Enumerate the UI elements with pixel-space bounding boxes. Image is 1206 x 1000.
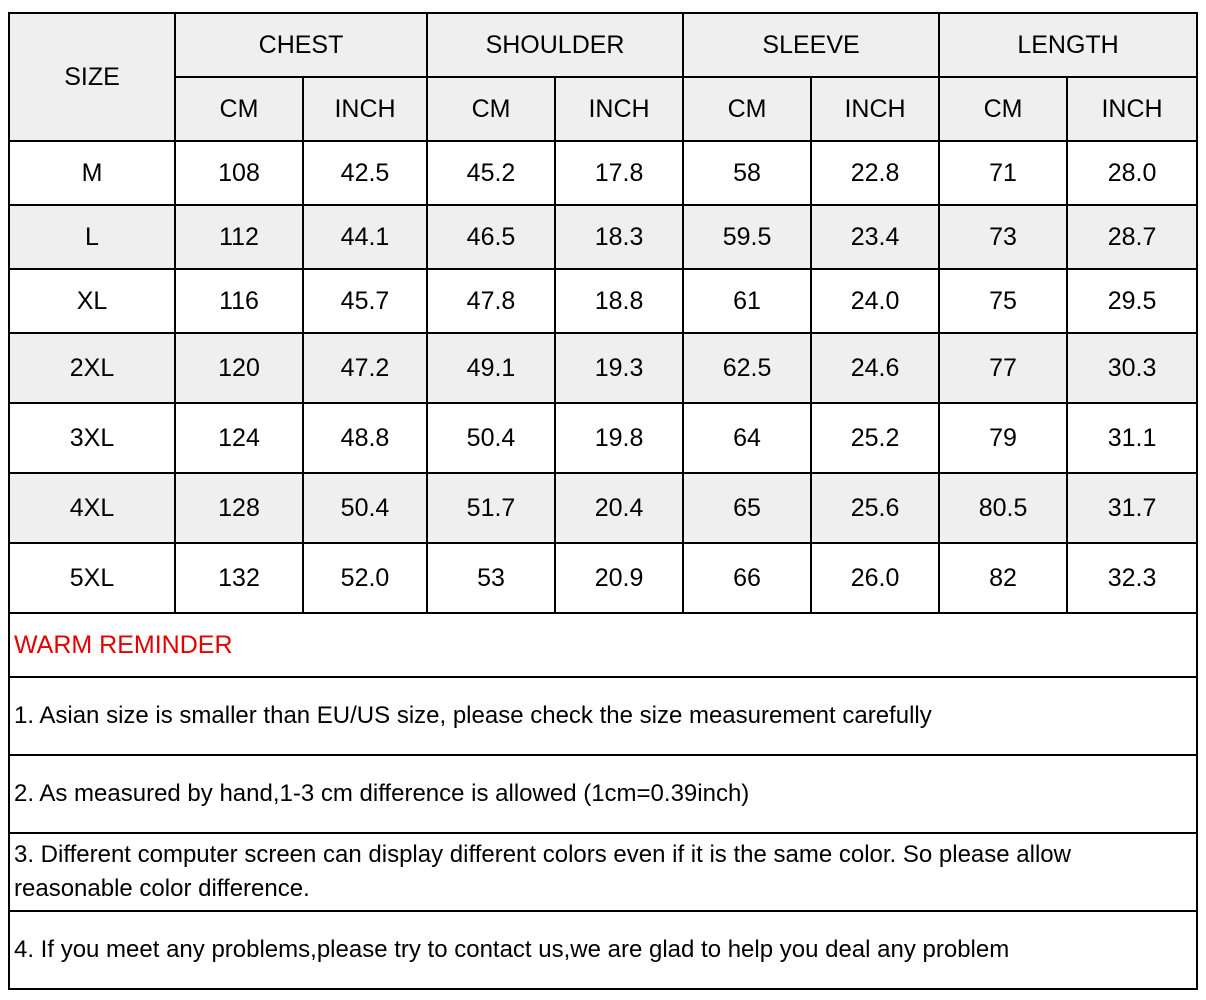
table-row [9, 473, 1197, 543]
size-cell: 3XL [9, 403, 175, 473]
measurement-cell: 24.0 [811, 269, 939, 333]
measurement-cell: 23.4 [811, 205, 939, 269]
table-row [9, 141, 1197, 205]
measurement-cell: 116 [175, 269, 303, 333]
measurement-cell: 18.8 [555, 269, 683, 333]
size-table [8, 12, 1198, 990]
measurement-cell: 50.4 [303, 473, 427, 543]
measurement-cell: 46.5 [427, 205, 555, 269]
reminder-note-row [9, 755, 1197, 833]
unit-header: CM [939, 77, 1067, 141]
measurement-cell: 77 [939, 333, 1067, 403]
measurement-cell: 59.5 [683, 205, 811, 269]
measurement-cell: 20.4 [555, 473, 683, 543]
measurement-cell: 45.7 [303, 269, 427, 333]
reminder-title-row [9, 613, 1197, 677]
reminder-note-row [9, 833, 1197, 911]
measurement-cell: 25.2 [811, 403, 939, 473]
measurement-cell: 19.8 [555, 403, 683, 473]
size-cell: XL [9, 269, 175, 333]
measurement-cell: 73 [939, 205, 1067, 269]
measurement-cell: 80.5 [939, 473, 1067, 543]
measurement-cell: 25.6 [811, 473, 939, 543]
reminder-note: 1. Asian size is smaller than EU/US size, please check the size measurement carefully [9, 677, 1197, 755]
measurement-cell: 49.1 [427, 333, 555, 403]
measurement-cell: 52.0 [303, 543, 427, 613]
table-row [9, 333, 1197, 403]
measurement-cell: 64 [683, 403, 811, 473]
measurement-cell: 47.2 [303, 333, 427, 403]
reminder-note-row [9, 677, 1197, 755]
size-cell: M [9, 141, 175, 205]
header-unit-row [9, 77, 1197, 141]
unit-header: CM [683, 77, 811, 141]
measurement-cell: 20.9 [555, 543, 683, 613]
unit-header: CM [175, 77, 303, 141]
measurement-cell: 42.5 [303, 141, 427, 205]
measurement-cell: 124 [175, 403, 303, 473]
warm-reminder-title: WARM REMINDER [9, 613, 1197, 677]
measurement-cell: 32.3 [1067, 543, 1197, 613]
measurement-cell: 48.8 [303, 403, 427, 473]
measurement-cell: 22.8 [811, 141, 939, 205]
reminder-note-row [9, 911, 1197, 989]
measurement-cell: 29.5 [1067, 269, 1197, 333]
unit-header: INCH [303, 77, 427, 141]
measurement-cell: 79 [939, 403, 1067, 473]
measurement-cell: 66 [683, 543, 811, 613]
measurement-cell: 28.0 [1067, 141, 1197, 205]
unit-header: CM [427, 77, 555, 141]
table-row [9, 403, 1197, 473]
measurement-cell: 128 [175, 473, 303, 543]
measurement-cell: 17.8 [555, 141, 683, 205]
measurement-cell: 53 [427, 543, 555, 613]
measurement-cell: 44.1 [303, 205, 427, 269]
measurement-cell: 108 [175, 141, 303, 205]
measurement-cell: 45.2 [427, 141, 555, 205]
measurement-cell: 50.4 [427, 403, 555, 473]
size-cell: 5XL [9, 543, 175, 613]
reminder-note: 4. If you meet any problems,please try to contact us,we are glad to help you deal any problem [9, 911, 1197, 989]
measurement-cell: 75 [939, 269, 1067, 333]
measurement-cell: 19.3 [555, 333, 683, 403]
header-group-row [9, 13, 1197, 77]
unit-header: INCH [555, 77, 683, 141]
table-row [9, 269, 1197, 333]
measurement-cell: 120 [175, 333, 303, 403]
reminder-note: 3. Different computer screen can display different colors even if it is the same color. So please allow reasonable color difference. [9, 833, 1197, 911]
measurement-cell: 30.3 [1067, 333, 1197, 403]
measurement-cell: 18.3 [555, 205, 683, 269]
measurement-cell: 26.0 [811, 543, 939, 613]
measurement-cell: 61 [683, 269, 811, 333]
measurement-cell: 71 [939, 141, 1067, 205]
measurement-cell: 51.7 [427, 473, 555, 543]
measurement-cell: 47.8 [427, 269, 555, 333]
measurement-cell: 65 [683, 473, 811, 543]
length-group-header: LENGTH [939, 13, 1197, 77]
size-chart [8, 12, 1196, 990]
measurement-cell: 82 [939, 543, 1067, 613]
size-cell: 4XL [9, 473, 175, 543]
measurement-cell: 31.7 [1067, 473, 1197, 543]
measurement-cell: 62.5 [683, 333, 811, 403]
size-cell: L [9, 205, 175, 269]
chest-group-header: CHEST [175, 13, 427, 77]
measurement-cell: 31.1 [1067, 403, 1197, 473]
table-row [9, 205, 1197, 269]
measurement-cell: 112 [175, 205, 303, 269]
reminder-note: 2. As measured by hand,1-3 cm difference is allowed (1cm=0.39inch) [9, 755, 1197, 833]
size-column-header: SIZE [9, 13, 175, 141]
measurement-cell: 24.6 [811, 333, 939, 403]
table-row [9, 543, 1197, 613]
measurement-cell: 28.7 [1067, 205, 1197, 269]
unit-header: INCH [1067, 77, 1197, 141]
unit-header: INCH [811, 77, 939, 141]
sleeve-group-header: SLEEVE [683, 13, 939, 77]
size-cell: 2XL [9, 333, 175, 403]
shoulder-group-header: SHOULDER [427, 13, 683, 77]
measurement-cell: 58 [683, 141, 811, 205]
measurement-cell: 132 [175, 543, 303, 613]
